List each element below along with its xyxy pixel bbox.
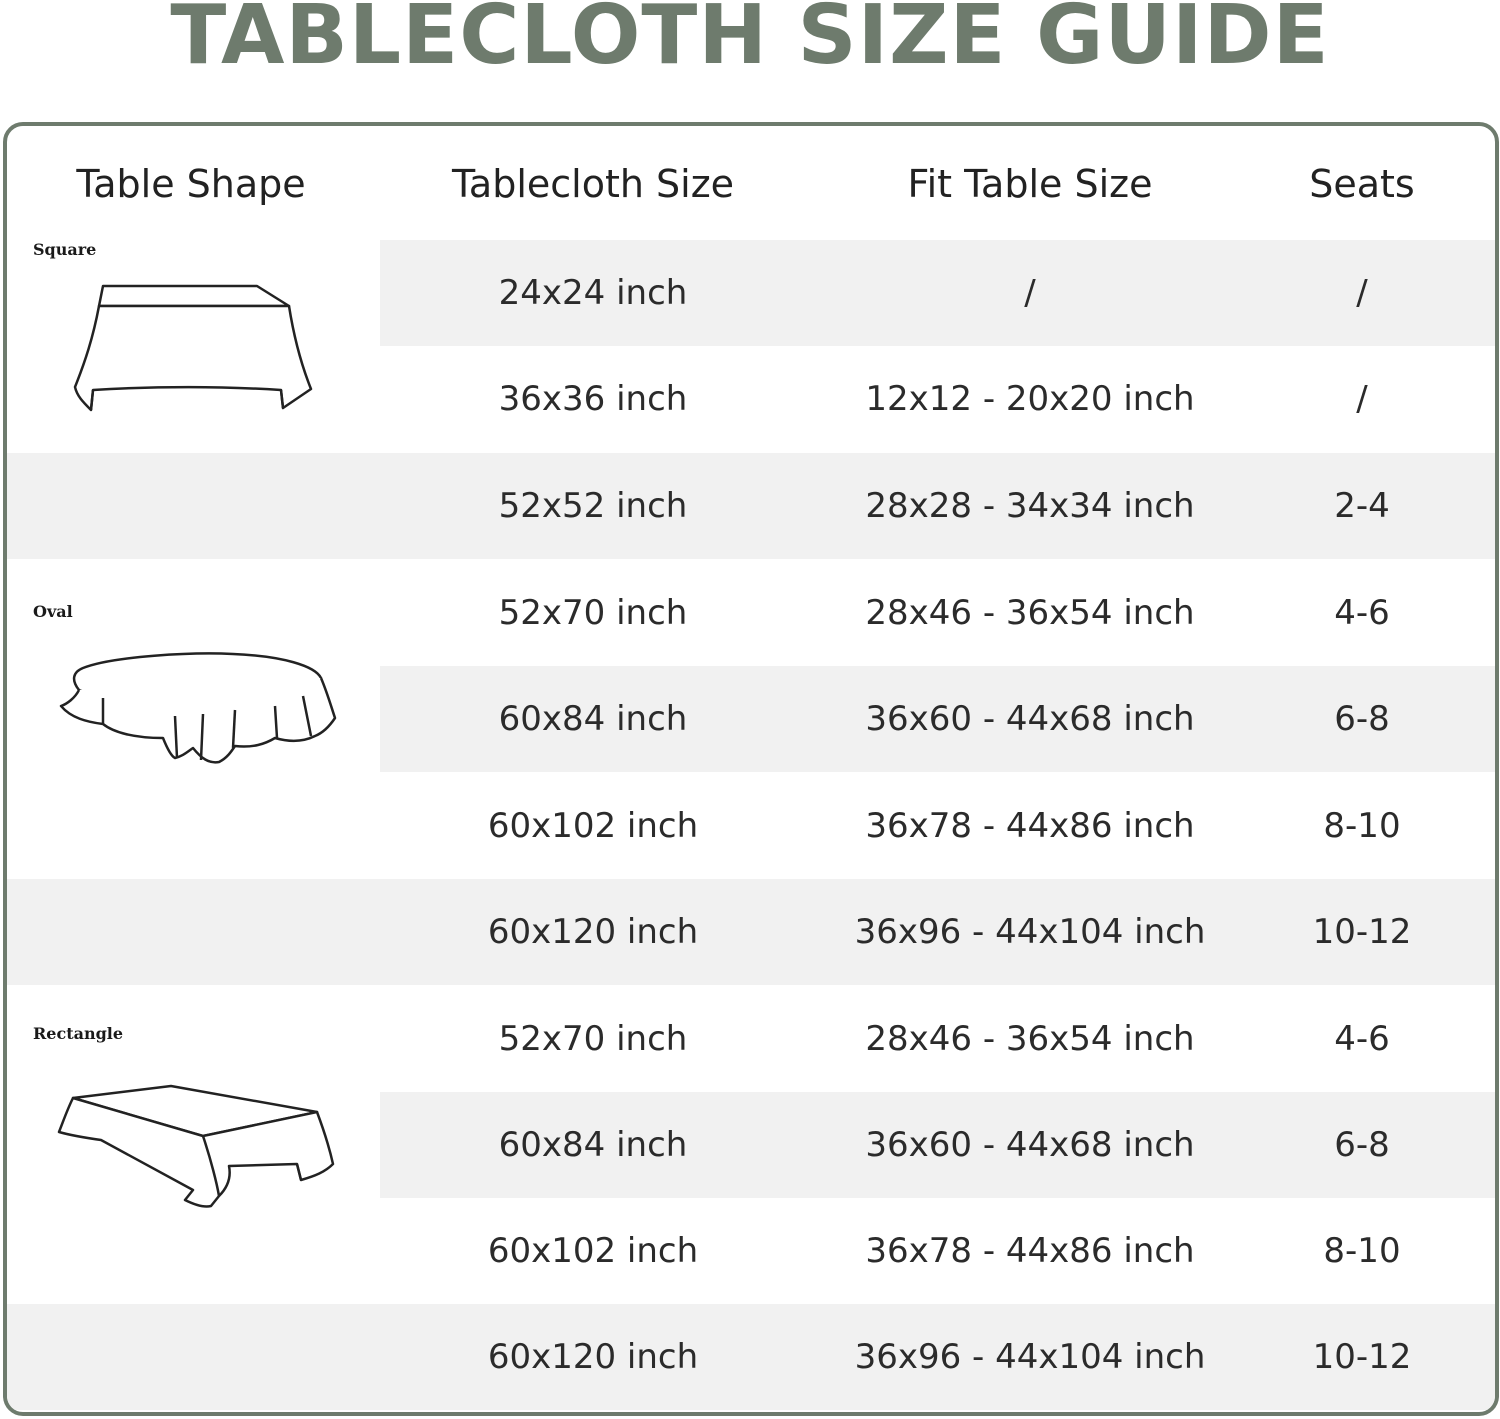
tablecloth-size-cell: 60x102 inch	[487, 806, 699, 846]
tablecloth-size-cell: 60x102 inch	[487, 1231, 699, 1271]
tablecloth-size-cell: 60x84 inch	[498, 699, 688, 739]
table-row	[7, 1304, 1495, 1410]
header-table-shape: Table Shape	[76, 162, 306, 206]
seats-cell: /	[1356, 379, 1368, 419]
fit-table-size-cell: 12x12 - 20x20 inch	[865, 379, 1195, 419]
table-row	[7, 560, 1495, 666]
fit-table-size-cell: 36x96 - 44x104 inch	[854, 1337, 1206, 1377]
table-row	[7, 453, 1495, 559]
header-fit-table-size: Fit Table Size	[907, 162, 1153, 206]
table-row	[7, 666, 1495, 772]
table-row	[7, 986, 1495, 1092]
fit-table-size-cell: 36x60 - 44x68 inch	[865, 1125, 1195, 1165]
tablecloth-size-cell: 24x24 inch	[498, 273, 688, 313]
seats-cell: /	[1356, 273, 1368, 313]
fit-table-size-cell: 28x46 - 36x54 inch	[865, 1019, 1195, 1059]
page-title: TABLECLOTH SIZE GUIDE	[170, 0, 1330, 83]
table-row	[7, 240, 1495, 346]
fit-table-size-cell: 36x60 - 44x68 inch	[865, 699, 1195, 739]
tablecloth-size-cell: 52x70 inch	[498, 1019, 688, 1059]
fit-table-size-cell: /	[1024, 273, 1036, 313]
seats-cell: 2-4	[1334, 486, 1390, 526]
fit-table-size-cell: 28x28 - 34x34 inch	[865, 486, 1195, 526]
tablecloth-size-cell: 52x70 inch	[498, 593, 688, 633]
shape-label-rectangle: Rectangle	[33, 1024, 124, 1043]
seats-cell: 10-12	[1312, 912, 1412, 952]
fit-table-size-cell: 36x78 - 44x86 inch	[865, 806, 1195, 846]
seats-cell: 8-10	[1323, 806, 1401, 846]
tablecloth-size-cell: 52x52 inch	[498, 486, 688, 526]
fit-table-size-cell: 28x46 - 36x54 inch	[865, 593, 1195, 633]
fit-table-size-cell: 36x96 - 44x104 inch	[854, 912, 1206, 952]
table-header	[7, 126, 1495, 244]
seats-cell: 10-12	[1312, 1337, 1412, 1377]
tablecloth-size-cell: 60x84 inch	[498, 1125, 688, 1165]
seats-cell: 6-8	[1334, 699, 1390, 739]
shape-label-oval: Oval	[33, 602, 73, 621]
tablecloth-size-cell: 60x120 inch	[487, 912, 699, 952]
tablecloth-size-cell: 60x120 inch	[487, 1337, 699, 1377]
shape-label-square: Square	[33, 240, 97, 259]
table-row	[7, 879, 1495, 985]
seats-cell: 6-8	[1334, 1125, 1390, 1165]
seats-cell: 4-6	[1334, 593, 1390, 633]
size-guide-table	[3, 122, 1499, 1416]
tablecloth-size-cell: 36x36 inch	[498, 379, 688, 419]
seats-cell: 4-6	[1334, 1019, 1390, 1059]
table-row	[7, 1092, 1495, 1198]
fit-table-size-cell: 36x78 - 44x86 inch	[865, 1231, 1195, 1271]
table-row	[7, 1198, 1495, 1304]
seats-cell: 8-10	[1323, 1231, 1401, 1271]
header-tablecloth-size: Tablecloth Size	[451, 162, 735, 206]
table-row	[7, 773, 1495, 879]
header-seats: Seats	[1309, 162, 1415, 206]
table-row	[7, 346, 1495, 452]
